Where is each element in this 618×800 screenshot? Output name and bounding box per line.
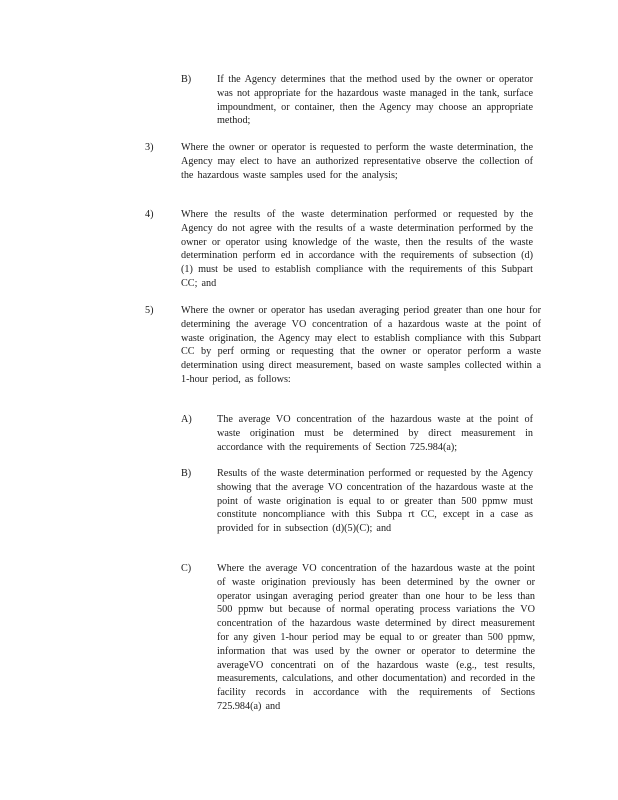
paragraph-label: 4) bbox=[145, 209, 154, 220]
paragraph-label: C) bbox=[181, 563, 192, 574]
paragraph-text: Where the owner or operator is requested to perform the waste determination, the Agency may elect to have an authorized representative observe the collection of the hazardous waste samples used for the analysis; bbox=[181, 142, 533, 181]
paragraph-text: Where the average VO concentration of the hazardous waste at the point of waste origination previously has been determined by the owner or operator usingan averaging period greater than one hour to be less than 500 ppmw but because of normal operating process variations the VO concentration of the hazardous waste determined by direct measurement for any given 1-hour period may be equal to or greater than 500 ppmw, information that was used by the owner or operator to determine the averageVO concentrati on of the hazardous waste (e.g., test results, measurements, calculations, and other documentation) and recorded in the facility records in accordance with the requirements of Sections 725.984(a) and bbox=[217, 563, 535, 712]
paragraph-label: B) bbox=[181, 74, 192, 85]
paragraph-text: The average VO concentration of the hazardous waste at the point of waste origination must be determined by direct measurement in accordance with the requirements of Section 725.984(a); bbox=[217, 414, 533, 453]
paragraph-text: Where the results of the waste determination performed or requested by the Agency do not agree with the results of a waste determination performed by the owner or operator using knowledge of the waste, then the results of the waste determination perform ed in accordance with the requirements of subsection (d)(1) must be used to establish compliance with the requirements of this Subpart CC; and bbox=[181, 209, 533, 289]
paragraph-label: 5) bbox=[145, 305, 154, 316]
paragraph-text: If the Agency determines that the method used by the owner or operator was not appropriate for the hazardous waste managed in the tank, surface impoundment, or container, then the Agency may choose an appropriate method; bbox=[217, 74, 533, 127]
paragraph-text: Where the owner or operator has usedan averaging period greater than one hour for determining the average VO concentration of a hazardous waste at the point of waste origination, the Agency may elect to establish compliance with this Subpart CC by perf orming or requesting that the owner or operator perform a waste determination using direct measurement, based on waste samples collected within a 1-hour period, as follows: bbox=[181, 305, 541, 385]
paragraph-label: 3) bbox=[145, 142, 154, 153]
paragraph-label: A) bbox=[181, 414, 192, 425]
paragraph-text: Results of the waste determination performed or requested by the Agency showing that the average VO concentration of the hazardous waste at the point of waste origination is equal to or greater than 500 ppmw must constitute noncompliance with this Subpa rt CC, except in a case as provided for in subsection (d)(5)(C); and bbox=[217, 468, 533, 535]
paragraph-label: B) bbox=[181, 468, 192, 479]
